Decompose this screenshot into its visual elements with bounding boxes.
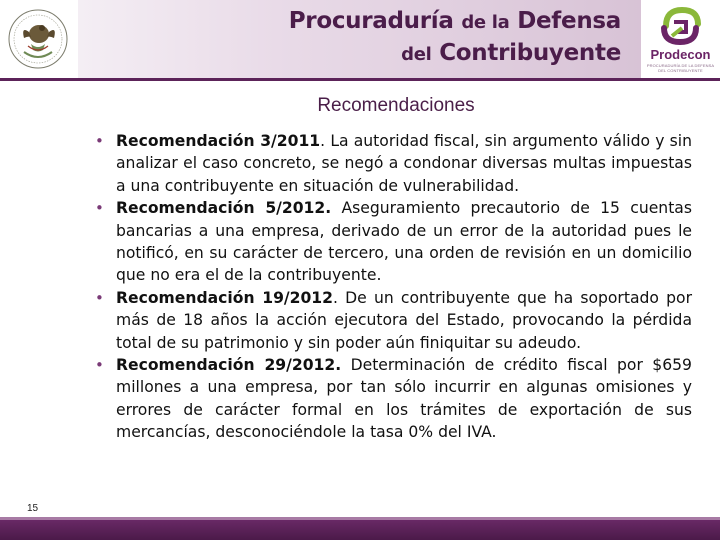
bullet-dot-icon: • <box>95 199 104 218</box>
recommendation-id: Recomendación 5/2012. <box>116 199 332 218</box>
national-emblem <box>0 0 78 78</box>
recommendation-id: Recomendación 19/2012 <box>116 288 334 307</box>
eagle-emblem-icon <box>6 6 70 72</box>
bullet-dot-icon: • <box>95 356 104 375</box>
recommendation-list <box>95 130 692 444</box>
page-number: 15 <box>27 503 39 514</box>
recommendation-text: . La autoridad fiscal, sin argumento válido y sin analizar el caso concreto, se negó a condonar diversas multas impuestas a una contribuyente en situación de vulnerabilidad. <box>116 132 692 195</box>
institution-name-line-2: del Contribuyente <box>401 40 621 66</box>
bullet-dot-icon: • <box>95 288 104 307</box>
slide-header <box>0 0 720 80</box>
institution-name-line-1: Procuraduría de la Defensa <box>288 8 621 34</box>
footer-stripe <box>0 517 720 520</box>
recommendation-text: . De un contribuyente que ha soportado por más de 18 años la acción ejecutora del Estado, provocando la pérdida total de su patrimonio y sin poder aún finiquitar su adeudo. <box>116 288 692 352</box>
logo-tagline: PROCURADURÍA DE LA DEFENSA DEL CONTRIBUYENTE <box>646 63 715 73</box>
recommendation-item <box>95 197 692 287</box>
prodecon-logo <box>641 0 720 78</box>
recommendation-item <box>95 354 692 444</box>
footer-bar <box>0 517 720 540</box>
recommendation-text: Determinación de crédito fiscal por $659 millones a una empresa, por tan sólo incurrir en algunas omisiones y errores de carácter formal en los trámites de exportación de sus mercancías, desconociéndole la tasa 0% del IVA. <box>116 356 692 442</box>
bullet-dot-icon: • <box>95 132 104 150</box>
slide-title: Recomendaciones <box>317 95 475 116</box>
prodecon-logo-icon <box>658 6 703 46</box>
recommendation-item <box>95 130 692 197</box>
recommendation-item <box>95 287 692 354</box>
recommendation-id: Recomendación 29/2012. <box>116 356 342 375</box>
header-divider <box>0 78 720 81</box>
logo-wordmark: Prodecon <box>650 47 711 62</box>
recommendation-id: Recomendación 3/2011 <box>116 132 321 150</box>
institution-title-band <box>78 0 641 78</box>
recommendation-text: Aseguramiento precautorio de 15 cuentas bancarias a una empresa, derivado de un error de la autoridad pues le notificó, en su carácter de tercero, una orden de revisión en un domicilio que no era el de la contribuyente. <box>116 199 692 285</box>
